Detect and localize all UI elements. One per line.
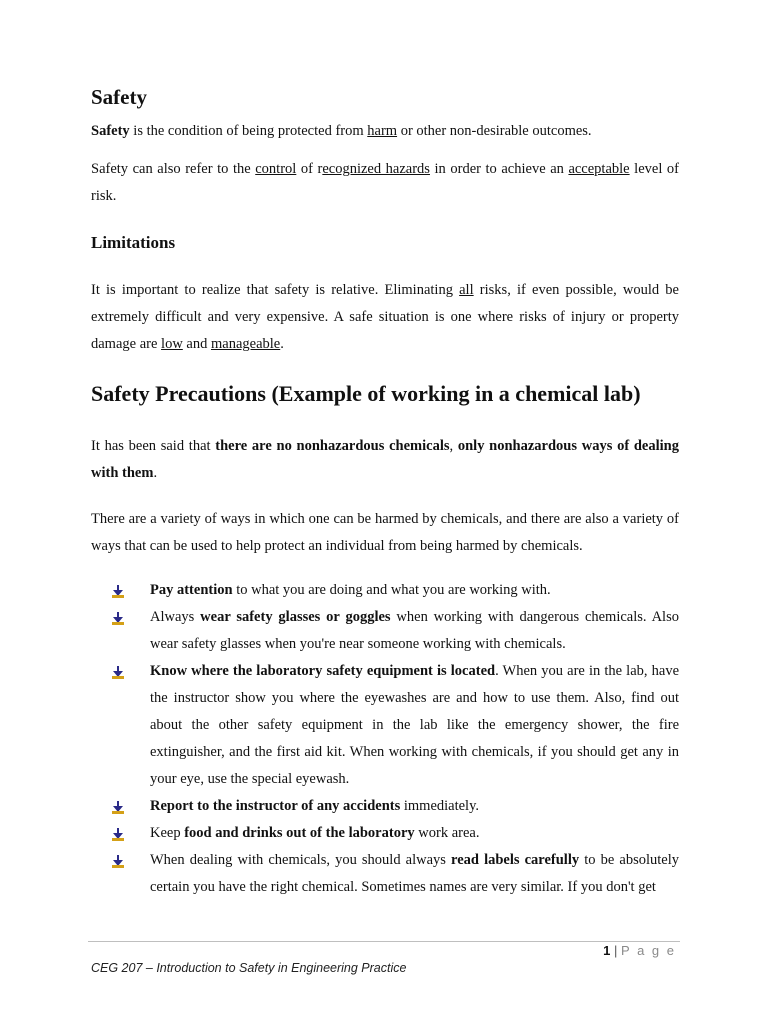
link-acceptable[interactable]: acceptable xyxy=(568,161,630,177)
section-title-precautions: Safety Precautions (Example of working in a chemical lab) xyxy=(91,381,641,406)
page-number: 1 | P a g e xyxy=(603,943,676,958)
section-title-safety: Safety xyxy=(91,85,147,109)
arrow-down-bullet-icon xyxy=(112,612,124,626)
paragraph-variety-of-ways: There are a variety of ways in which one can be harmed by chemicals, and there are also a variety of ways that can be used to help protect an individual from being harmed by chemicals. xyxy=(91,511,679,554)
link-all[interactable]: all xyxy=(459,282,474,298)
paragraph-nonhazardous: It has been said that there are no nonhazardous chemicals, only nonhazardous ways of dealing with them. xyxy=(91,438,679,481)
footer-course-title: CEG 207 – Introduction to Safety in Engineering Practice xyxy=(91,961,407,975)
arrow-down-bullet-icon xyxy=(112,855,124,869)
list-item: Know where the laboratory safety equipment is located. When you are in the lab, have the instructor show you where the eyewashes are and how to use them. Also, find out about the other safety equipment in the lab like the emergency shower, the fire extinguisher, and the first aid kit. When working with chemicals, if you should get any in your eye, use the special eyewash. xyxy=(91,658,679,793)
list-item: Pay attention to what you are doing and what you are working with. xyxy=(91,577,679,604)
link-manageable[interactable]: manageable xyxy=(210,336,281,352)
arrow-down-bullet-icon xyxy=(112,828,124,842)
list-item: When dealing with chemicals, you should always read labels carefully to be absolutely certain you have the right chemical. Sometimes names are very similar. If you don't get xyxy=(91,847,679,901)
paragraph-limitations: It is important to realize that safety is relative. Eliminating all risks, if even possible, would be extremely difficult and very expensive. A safe situation is one where risks of injury or property damage are low and manageable. xyxy=(91,282,679,352)
list-item: Keep food and drinks out of the laboratory work area. xyxy=(91,820,679,847)
arrow-down-bullet-icon xyxy=(112,585,124,599)
link-recognized-hazards[interactable]: ecognized hazards xyxy=(322,161,430,177)
section-title-limitations: Limitations xyxy=(91,233,176,252)
link-harm[interactable]: harm xyxy=(367,123,398,139)
link-low[interactable]: low xyxy=(161,336,183,352)
arrow-down-bullet-icon xyxy=(112,666,124,680)
paragraph-safety-definition: Safety is the condition of being protected from harm or other non-desirable outcomes. xyxy=(91,123,592,139)
arrow-down-bullet-icon xyxy=(112,801,124,815)
paragraph-safety-control: Safety can also refer to the control of recognized hazards in order to achieve an acceptable level of risk. xyxy=(91,161,679,204)
list-item: Report to the instructor of any accidents immediately. xyxy=(91,793,679,820)
footer-divider xyxy=(88,941,680,942)
link-control[interactable]: control xyxy=(255,161,297,177)
list-item: Always wear safety glasses or goggles when working with dangerous chemicals. Also wear safety glasses when you're near someone working with chemicals. xyxy=(91,604,679,658)
precautions-list xyxy=(91,577,679,901)
